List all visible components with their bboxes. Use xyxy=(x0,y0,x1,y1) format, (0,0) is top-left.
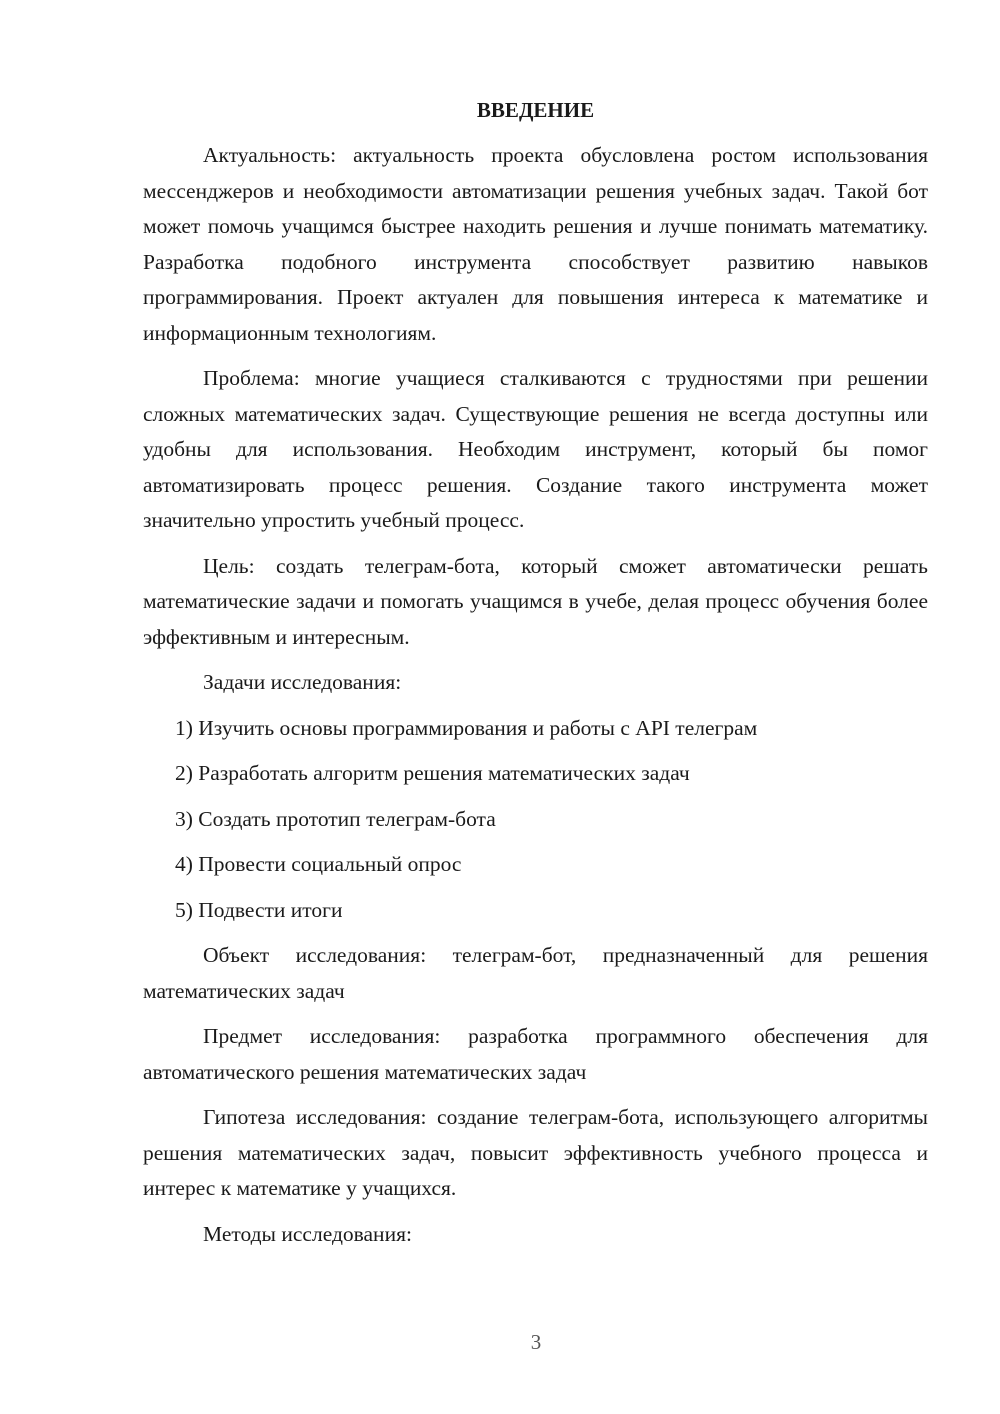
paragraph-subject: Предмет исследования: разработка программного обеспечения для автоматического решения математических задач xyxy=(143,1024,928,1084)
paragraph-problem: Проблема: многие учащиеся сталкиваются с трудностями при решении сложных математических задач. Существующие решения не всегда доступны или удобны для использования. Необходим инструмент, который бы помог автоматизировать процесс решения. Создание такого инструмента может значительно упростить учебный процесс. xyxy=(143,366,928,532)
paragraph-object: Объект исследования: телеграм-бот, предназначенный для решения математических задач xyxy=(143,943,928,1003)
paragraph-relevance: Актуальность: актуальность проекта обусловлена ростом использования мессенджеров и необходимости автоматизации решения учебных задач. Такой бот может помочь учащимся быстрее находить решения и лучше понимать математику. Разработка подобного инструмента способствует развитию навыков программирования. Проект актуален для повышения интереса к математике и информационным технологиям. xyxy=(143,143,928,345)
page-content xyxy=(143,92,928,1262)
page-number: 3 xyxy=(530,1330,542,1354)
list-item: 4) Провести социальный опрос xyxy=(175,852,462,876)
list-item: 5) Подвести итоги xyxy=(175,897,343,922)
page-title: ВВЕДЕНИЕ xyxy=(476,98,595,122)
list-item: 2) Разработать алгоритм решения математических задач xyxy=(175,761,690,785)
paragraph-tasks-heading: Задачи исследования: xyxy=(203,670,402,694)
list-item: 3) Создать прототип телеграм-бота xyxy=(175,806,496,831)
paragraph-methods: Методы исследования: xyxy=(203,1221,412,1246)
list-item: 1) Изучить основы программирования и работы с API телеграм xyxy=(175,715,758,740)
paragraph-hypothesis: Гипотеза исследования: создание телеграм-бота, использующего алгоритмы решения математических задач, повысит эффективность учебного процесса и интерес к математике у учащихся. xyxy=(143,1105,928,1200)
paragraph-goal: Цель: создать телеграм-бота, который сможет автоматически решать математические задачи и помогать учащимся в учебе, делая процесс обучения более эффективным и интересным. xyxy=(143,553,928,649)
